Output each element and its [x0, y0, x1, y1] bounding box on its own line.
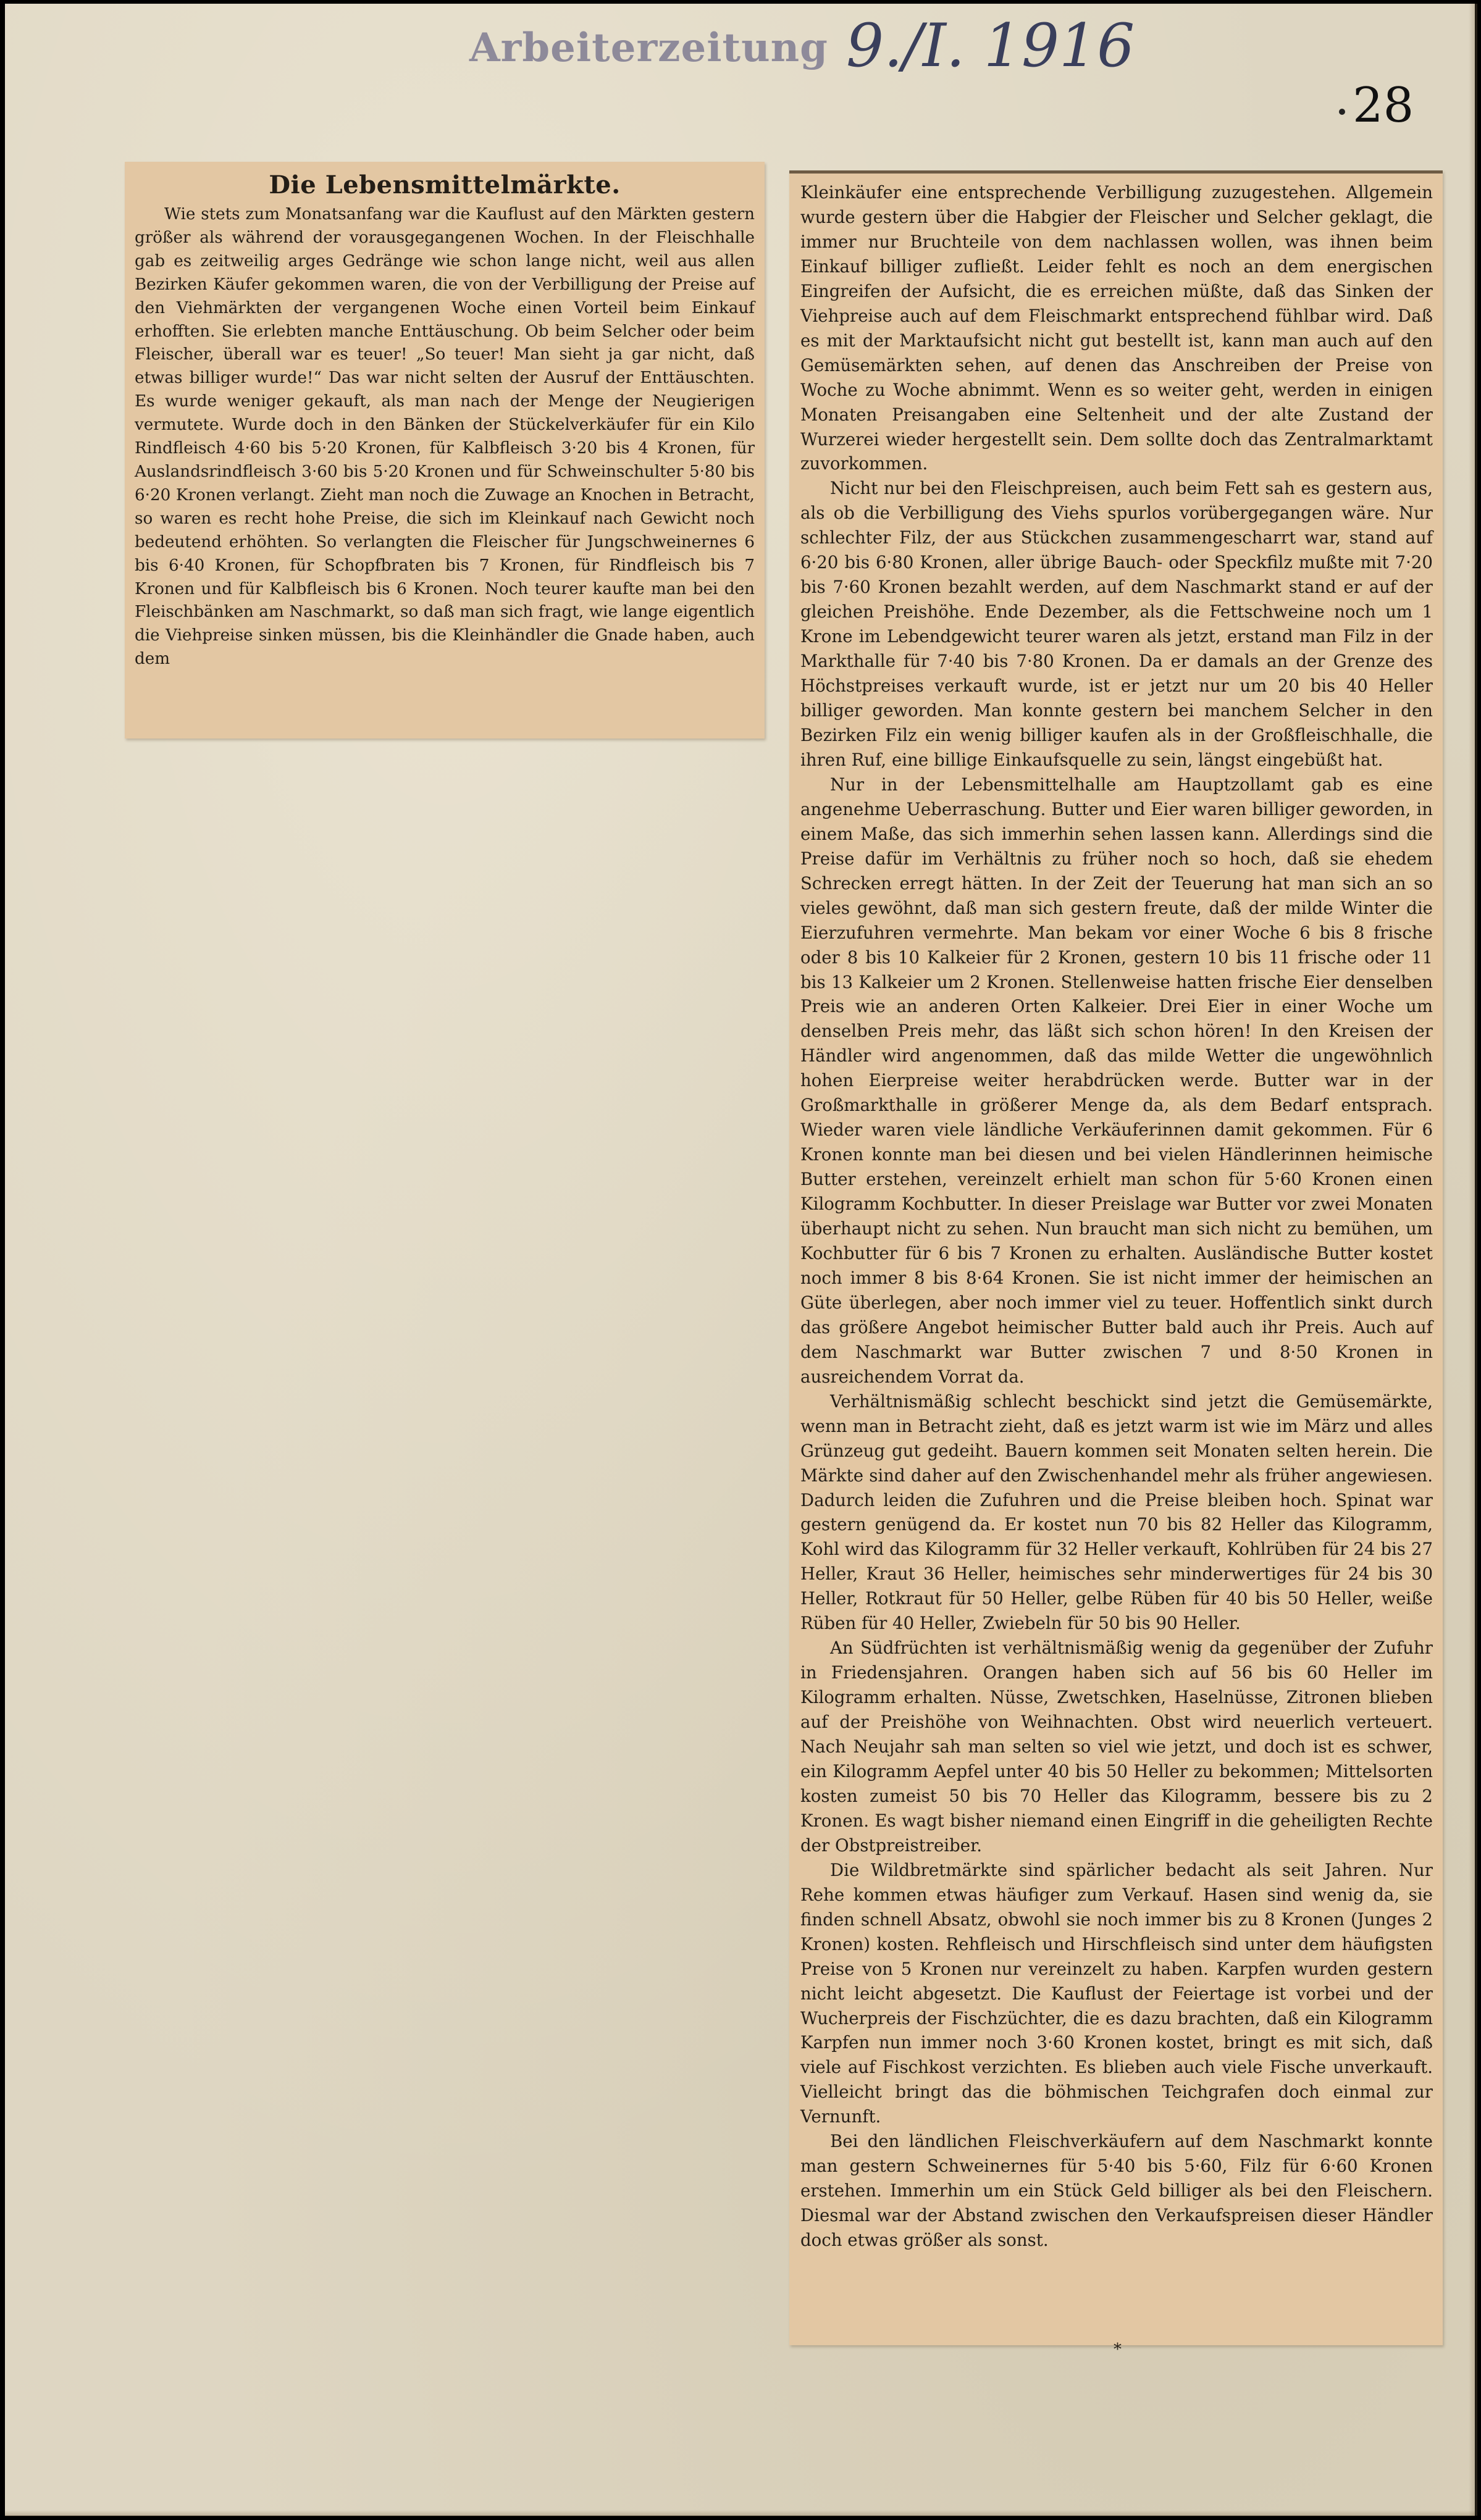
- page-number: 28: [1353, 78, 1414, 133]
- article-paragraph: An Südfrüchten ist verhältnismäßig wenig da gegenüber der Zufuhr in Friedensjahren. Orangen haben sich auf 56 bis 60 Heller im Kilogramm erhalten. Nüsse, Zwetschken, Haselnüsse, Zitronen blieben auf der Preishöhe von Weihnachten. Obst wird neuerlich verteuert. Nach Neujahr sah man selten so viel wie jetzt, und doch ist es schwer, ein Kilogramm Aepfel unter 40 bis 50 Heller zu bekommen; Mittelsorten kosten zumeist 50 bis 70 Heller das Kilogramm, bessere bis zu 2 Kronen. Es wagt bisher niemand einen Eingriff in die geheiligten Rechte der Obstpreistreiber.: [800, 1638, 1433, 1856]
- article-headline: Die Lebensmittelmärkte.: [269, 170, 621, 199]
- article-paragraph: Nur in der Lebensmittelhalle am Hauptzollamt gab es eine angenehme Ueberraschung. Butter und Eier waren billiger geworden, in einem Maße, das sich immerhin sehen lassen kann. Allerdings sind die Preise dafür im Verhältnis zu früher noch so hoch, daß sie ehedem Schrecken erregt hätten. In der Zeit der Teuerung hat man sich an so vieles gewöhnt, daß man sich gestern freute, daß der milde Winter die Eierzufuhren vermehrte. Man bekam vor einer Woche 6 bis 8 frische oder 8 bis 10 Kalkeier für 2 Kronen, gestern 10 bis 11 frische oder 11 bis 13 Kalkeier um 2 Kronen. Stellenweise hatten frische Eier denselben Preis wie an anderen Orten Kalkeier. Drei Eier in einer Woche um denselben Preis mehr, das läßt sich schon hören! In den Kreisen der Händler wird angenommen, daß das milde Wetter die ungewöhnlich hohen Eierpreise weiter herabdrücken werde. Butter war in der Großmarkthalle in größerer Menge da, als dem Bedarf entsprach. Wieder waren viele ländliche Verkäuferinnen damit gekommen. Für 6 Kronen konnte man bei diesen und bei vielen Händlerinnen heimische Butter erstehen, vereinzelt erhielt man schon für 5·60 Kronen einen Kilogramm Kochbutter. In dieser Preislage war Butter vor zwei Monaten überhaupt nicht zu sehen. Nun braucht man sich nicht zu bemühen, um Kochbutter für 6 bis 7 Kronen zu erhalten. Ausländische Butter kostet noch immer 8 bis 8·64 Kronen. Sie ist nicht immer der heimischen an Güte überlegen, aber noch immer viel zu teuer. Hoffentlich sinkt durch das größere Angebot heimischer Butter bald auch ihr Preis. Auch auf dem Naschmarkt war Butter zwischen 7 und 8·50 Kronen in ausreichendem Vorrat da.: [800, 774, 1433, 1387]
- newspaper-stamp: Arbeiterzeitung: [469, 25, 828, 71]
- article-left-column: [135, 170, 755, 671]
- top-rule: [789, 170, 1443, 174]
- edge-stain: [1469, 4, 1477, 2516]
- article-paragraph: Die Wildbretmärkte sind spärlicher bedacht als seit Jahren. Nur Rehe kommen etwas häufiger zum Verkauf. Hasen sind wenig da, sie finden schnell Absatz, obwohl sie noch immer bis zu 8 Kronen (Junges 2 Kronen) kosten. Rehfleisch und Hirschfleisch sind unter dem häufigsten Preise von 5 Kronen nur vereinzelt zu haben. Karpfen wurden gestern nicht leicht abgesetzt. Die Kauflust der Feiertage ist vorbei und der Wucherpreis der Fischzüchter, die es dazu brachten, daß ein Kilogramm Karpfen nun immer noch 3·60 Kronen kostet, bringt es mit sich, daß viele auf Fischkost verzichten. Es blieben auch viele Fische unverkauft. Vielleicht bringt das die böhmischen Teichgrafen doch einmal zur Vernunft.: [800, 1859, 1433, 2127]
- end-mark: *: [1114, 2340, 1122, 2359]
- article-paragraph: Verhältnismäßig schlecht beschickt sind jetzt die Gemüsemärkte, wenn man in Betracht zieht, daß es jetzt warm ist wie im März und alles Grünzeug gut gedeiht. Bauern kommen seit Monaten selten herein. Die Märkte sind daher auf den Zwischenhandel mehr als früher angewiesen. Dadurch leiden die Zufuhren und die Preise bleiben hoch. Spinat war gestern genügend da. Er kostet nun 70 bis 82 Heller das Kilogramm, Kohl wird das Kilogramm für 32 Heller verkauft, Kohlrüben für 24 bis 27 Heller, Kraut 36 Heller, heimisches sehr minderwertiges für 24 bis 30 Heller, Rotkraut für 50 Heller, gelbe Rüben für 40 bis 50 Heller, weiße Rüben für 40 Heller, Zwiebeln für 50 bis 90 Heller.: [800, 1391, 1433, 1634]
- article-paragraph: Wie stets zum Monatsanfang war die Kauflust auf den Märkten gestern größer als während der vorausgegangenen Wochen. In der Fleischhalle gab es zeitweilig arges Gedränge wie schon lange nicht, weil aus allen Bezirken Käufer gekommen waren, die von der Verbilligung der Preise auf den Viehmärkten der vergangenen Woche einen Vorteil beim Einkauf erhofften. Sie erlebten manche Enttäuschung. Ob beim Selcher oder beim Fleischer, überall war es teuer! „So teuer! Man sieht ja gar nicht, daß etwas billiger wurde!“ Das war nicht selten der Ausruf der Enttäuschten. Es wurde weniger gekauft, als man nach der Menge der Neugierigen vermutete. Wurde doch in den Bänken der Stückelverkäufer für ein Kilo Rindfleisch 4·60 bis 5·20 Kronen, für Kalbfleisch 3·20 bis 4 Kronen, für Auslandsrindfleisch 3·60 bis 5·20 Kronen und für Schweinschulter 5·80 bis 6·20 Kronen verlangt. Zieht man noch die Zuwage an Knochen in Betracht, so waren es recht hohe Preise, die sich im Kleinkauf nach Gewicht noch bedeutend erhöhten. So verlangten die Fleischer für Jungschweinernes 6 bis 6·40 Kronen, für Schopfbraten bis 7 Kronen, für Rindfleisch bis 7 Kronen und für Kalbfleisch bis 6 Kronen. Noch teurer kaufte man bei den Fleischbänken am Naschmarkt, so daß man sich fragt, wie lange eigentlich die Viehpreise sinken müssen, bis die Kleinhändler die Gnade haben, auch dem: [135, 205, 755, 669]
- bottom-stain: [5, 2510, 1475, 2516]
- article-paragraph: Kleinkäufer eine entsprechende Verbilligung zuzugestehen. Allgemein wurde gestern über die Habgier der Fleischer und Selcher geklagt, die immer nur Bruchteile von dem nachlassen wollen, was ihnen beim Einkauf billiger zufließt. Leider fehlt es noch an dem energischen Eingreifen der Aufsicht, die es erreichen müßte, daß das Sinken der Viehpreise auch auf dem Fleischmarkt entsprechend fühlbar wird. Daß es mit der Marktaufsicht nicht gut bestellt ist, kann man auch auf den Gemüsemärkten sehen, auf denen das Anschreiben der Preise von Woche zu Woche abnimmt. Wenn es so weiter geht, werden in einigen Monaten Preisangaben eine Seltenheit und der alte Zustand der Wurzerei wieder hergestellt sein. Dem sollte doch das Zentralmarktamt zuvorkommen.: [800, 182, 1433, 474]
- page-dot: [1339, 109, 1345, 115]
- article-paragraph: Bei den ländlichen Fleischverkäufern auf dem Naschmarkt konnte man gestern Schweinernes für 5·40 bis 5·60, Filz für 6·60 Kronen erstehen. Immerhin um ein Stück Geld billiger als bei den Fleischern. Diesmal war der Abstand zwischen den Verkaufspreisen dieser Händler doch etwas größer als sonst.: [800, 2131, 1433, 2251]
- handwritten-date: 9./I. 1916: [846, 11, 1135, 80]
- article-paragraph: Nicht nur bei den Fleischpreisen, auch beim Fett sah es gestern aus, als ob die Verbilligung des Viehs spurlos vorübergegangen wäre. Nur schlechter Filz, der aus Stückchen zusammengescharrt war, stand auf 6·20 bis 6·80 Kronen, aller übrige Bauch- oder Speckfilz mußte mit 7·20 bis 7·60 Kronen bezahlt werden, auf dem Naschmarkt stand er auf der gleichen Preishöhe. Ende Dezember, als die Fettschweine noch um 1 Krone im Lebendgewicht teurer waren als jetzt, erstand man Filz in der Markthalle für 7·40 bis 7·80 Kronen. Da er damals an der Grenze des Höchstpreises verkauft wurde, ist er jetzt nur um 20 bis 40 Heller billiger geworden. Man konnte gestern bei manchem Selcher in den Bezirken Filz ein wenig billiger kaufen als in der Großfleischhalle, die ihren Ruf, eine billige Einkaufsquelle zu sein, längst eingebüßt hat.: [800, 478, 1433, 770]
- article-right-column: [800, 180, 1433, 2253]
